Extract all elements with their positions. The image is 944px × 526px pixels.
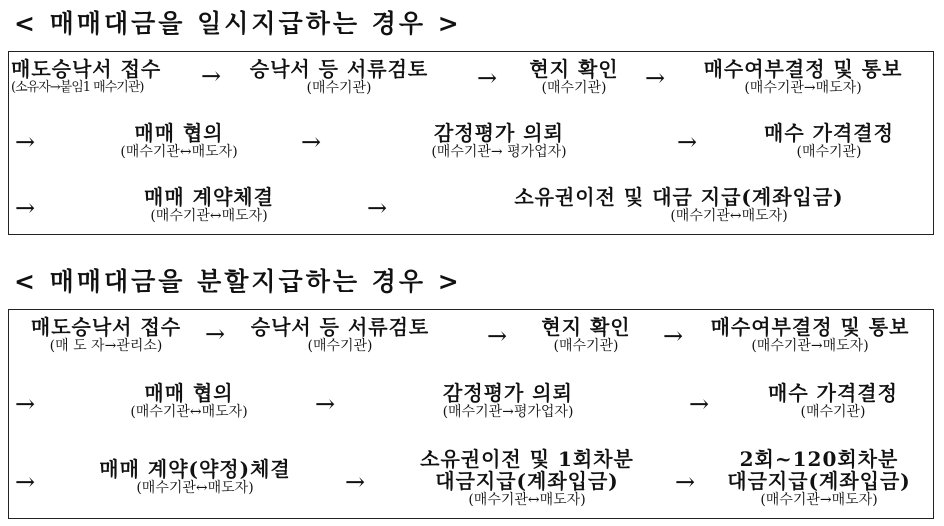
step-main-label: 현지 확인 — [529, 57, 619, 81]
step-main-label: 매수여부결정 및 통보 — [703, 57, 903, 81]
flow-arrow-icon: → — [477, 64, 498, 92]
step-sub-label: (매수기관↔매도자) — [670, 208, 788, 224]
step-sub-label: (소유자→붙임1 매수기관) — [11, 80, 144, 95]
flow-arrow-icon: → — [15, 194, 36, 222]
step-sub-label: (매수기관↔매도자) — [120, 144, 238, 160]
step-contract-signing — [99, 186, 319, 224]
flow-arrow-icon: → — [315, 390, 336, 418]
step-sub-label: (매 도 자→관리소) — [49, 338, 163, 354]
step-contract-signing — [65, 458, 325, 496]
step-main-label-line1: 소유권이전 및 1회차분 — [420, 447, 634, 471]
step-document-review — [233, 316, 447, 354]
step-appraisal-request — [393, 382, 623, 420]
step-sub-label: (매수기관) — [796, 144, 862, 160]
flow-arrow-icon: → — [345, 468, 366, 496]
step-main-label-line2: 대금지급(계좌입금) — [435, 469, 619, 493]
step-sub-label: (매수기관↔매도자) — [136, 480, 254, 496]
flow-arrow-icon: → — [487, 322, 508, 350]
flow-arrow-icon: → — [15, 468, 36, 496]
flow-arrow-icon: → — [677, 128, 698, 156]
step-purchase-decision — [689, 316, 931, 354]
step-main-label: 감정평가 의뢰 — [443, 381, 573, 405]
step-main-label: 승낙서 등 서류검토 — [249, 57, 429, 81]
step-main-label: 매매 협의 — [144, 381, 234, 405]
step-main-label: 매도승낙서 접수 — [11, 57, 162, 81]
step-sub-label: (매수기관↔매도자) — [130, 404, 248, 420]
step-sale-consent-receipt — [11, 58, 201, 96]
lump-sum-flow-box — [8, 51, 934, 235]
flow-arrow-icon: → — [15, 390, 36, 418]
step-sub-label: (매수기관) — [800, 404, 866, 420]
step-main-label: 소유권이전 및 대금 지급(계좌입금) — [514, 185, 844, 209]
step-sub-label: (매수기관→매도자) — [751, 338, 869, 354]
step-sub-label: (매수기관→매도자) — [744, 80, 862, 96]
flow-arrow-icon: → — [205, 320, 226, 348]
step-main-label: 매수여부결정 및 통보 — [710, 315, 910, 339]
step-main-label: 매매 계약(약정)체결 — [99, 457, 291, 481]
step-sub-label: (매수기관) — [541, 80, 607, 96]
flow-arrow-icon: → — [675, 468, 696, 496]
step-appraisal-request — [379, 122, 619, 160]
step-main-label-line1: 2회~120회차분 — [739, 447, 899, 471]
step-main-label: 감정평가 의뢰 — [434, 121, 564, 145]
step-main-label: 매매 협의 — [134, 121, 224, 145]
step-sale-negotiation — [69, 122, 289, 160]
step-sub-label: (매수기관→평가업자) — [442, 404, 574, 420]
flow-arrow-icon: → — [301, 128, 322, 156]
step-first-installment-payment — [387, 448, 667, 508]
installment-title: < 매매대금을 분할지급하는 경우 > — [14, 267, 462, 296]
step-site-inspection — [509, 58, 639, 96]
step-sub-label: (매수기관) — [307, 338, 373, 354]
step-main-label: 매수 가격결정 — [764, 121, 894, 145]
flow-arrow-icon: → — [663, 322, 684, 350]
installment-flow-box — [8, 309, 934, 519]
step-site-inspection — [521, 316, 651, 354]
step-main-label: 매수 가격결정 — [768, 381, 898, 405]
flow-arrow-icon: → — [201, 62, 222, 90]
step-sub-label: (매수기관) — [553, 338, 619, 354]
step-sub-label: (매수기관→ 평가업자) — [431, 144, 567, 160]
step-remaining-installments-payment — [707, 448, 931, 508]
lump-sum-title: < 매매대금을 일시지급하는 경우 > — [14, 9, 462, 38]
step-sale-negotiation — [79, 382, 299, 420]
flow-arrow-icon: → — [15, 128, 36, 156]
step-sub-label: (매수기관↔매도자) — [468, 492, 586, 508]
flow-arrow-icon: → — [645, 64, 666, 92]
step-main-label: 매매 계약체결 — [144, 185, 274, 209]
step-main-label: 현지 확인 — [541, 315, 631, 339]
step-main-label: 승낙서 등 서류검토 — [250, 315, 430, 339]
step-price-decision — [733, 382, 933, 420]
step-price-decision — [729, 122, 929, 160]
step-sub-label: (매수기관→매도자) — [760, 492, 878, 508]
flow-arrow-icon: → — [689, 390, 710, 418]
step-document-review — [229, 58, 449, 96]
step-main-label: 매도승낙서 접수 — [30, 315, 182, 339]
step-ownership-transfer-payment — [449, 186, 909, 224]
step-sub-label: (매수기관) — [306, 80, 372, 96]
step-purchase-decision — [681, 58, 925, 96]
step-main-label-line2: 대금지급(계좌입금) — [727, 469, 911, 493]
step-sub-label: (매수기관↔매도자) — [150, 208, 268, 224]
flow-arrow-icon: → — [367, 194, 388, 222]
step-sale-consent-receipt — [11, 316, 201, 354]
